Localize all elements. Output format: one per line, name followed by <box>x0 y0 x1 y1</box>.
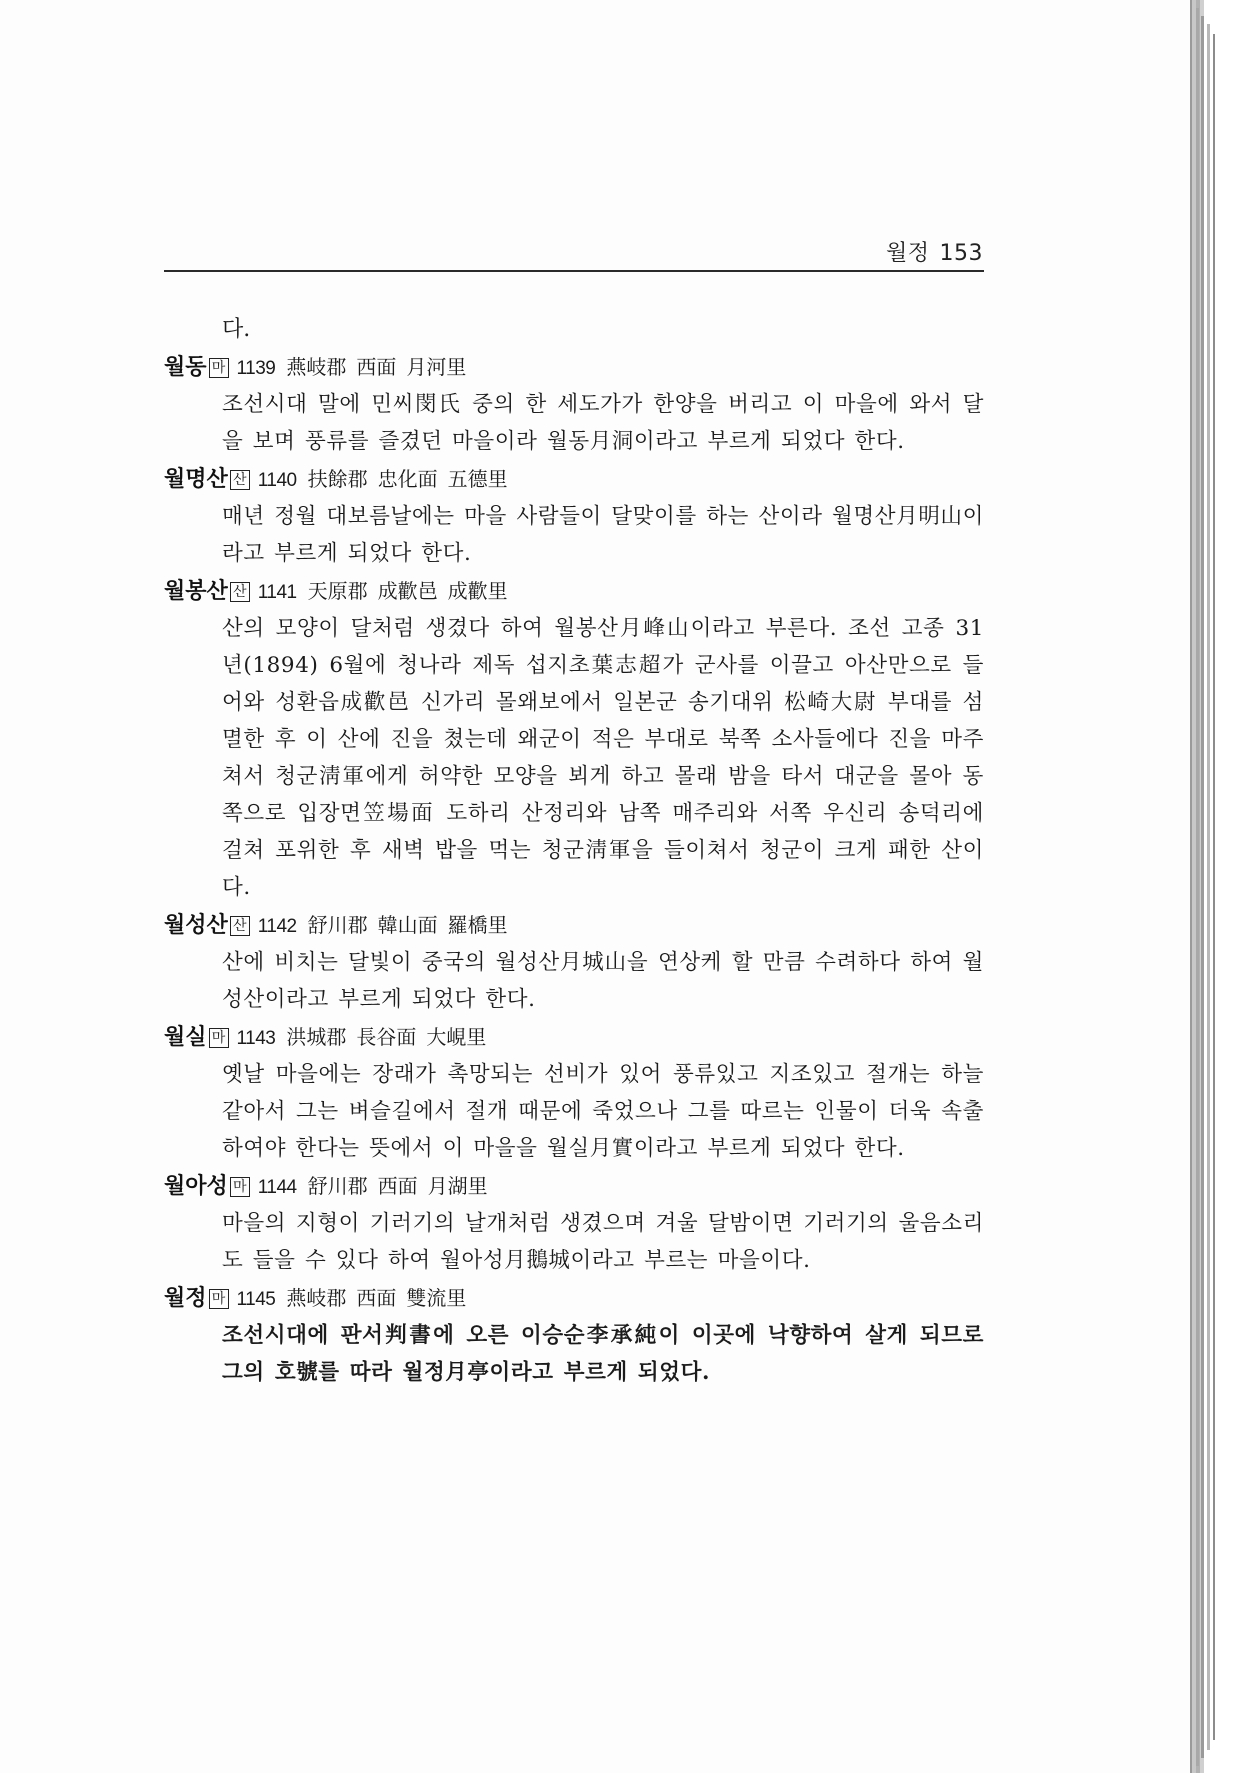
category-mark: 산 <box>230 916 250 936</box>
entry-location: 舒川郡 韓山面 羅橋里 <box>307 913 508 937</box>
running-title: 월정 <box>885 241 930 266</box>
entry-location: 燕岐郡 西面 雙流里 <box>286 1286 467 1310</box>
headword: 월봉산 <box>164 579 228 604</box>
entry-text: 조선시대에 판서判書에 오른 이승순李承純이 이곳에 낙향하여 살게 되므로 그의 호號를 따라 월정月亭이라고 부르게 되었다. <box>222 1323 984 1385</box>
header-rule <box>164 270 984 272</box>
dictionary-entry <box>164 1281 984 1391</box>
entry-head <box>164 1020 984 1056</box>
headword: 월아성 <box>164 1174 228 1199</box>
entry-text: 매년 정월 대보름날에는 마을 사람들이 달맞이를 하는 산이라 월명산月明山이라고 부르게 되었다 한다. <box>222 504 984 566</box>
headword: 월실 <box>164 1025 207 1050</box>
entry-number: 1139 <box>236 358 276 379</box>
dictionary-content <box>164 312 984 1391</box>
entry-location: 燕岐郡 西面 月河里 <box>286 355 467 379</box>
dictionary-entry <box>164 574 984 906</box>
entry-location: 扶餘郡 忠化面 五德里 <box>307 467 508 491</box>
entry-location: 洪城郡 長谷面 大峴里 <box>286 1025 487 1049</box>
entry-head <box>164 1281 984 1317</box>
entry-text: 마을의 지형이 기러기의 날개처럼 생겼으며 겨울 달밤이면 기러기의 울음소리도 들을 수 있다 하여 월아성月鵝城이라고 부르는 마을이다. <box>222 1211 984 1273</box>
category-mark: 마 <box>209 1289 229 1309</box>
entry-number: 1143 <box>236 1028 276 1049</box>
entry-text: 산의 모양이 달처럼 생겼다 하여 월봉산月峰山이라고 부른다. 조선 고종 31년(1894) 6월에 청나라 제독 섭지초葉志超가 군사를 이끌고 아산만으로 들어와 성환읍成歡邑 신가리 몰왜보에서 일본군 송기대위 松崎大尉 부대를 섬멸한 후 이 산에 진을 쳤는데 왜군이 적은 부대로 북쪽 소사들에다 진을 마주 쳐서 청군淸軍에게 허약한 모양을 뵈게 하고 몰래 밤을 타서 대군을 몰아 동쪽으로 입장면笠場面 도하리 산정리와 남쪽 매주리와 서쪽 우신리 송덕리에 걸쳐 포위한 후 새벽 밥을 먹는 청군淸軍을 들이쳐서 청군이 크게 패한 산이다. <box>222 616 984 900</box>
dictionary-entry <box>164 1020 984 1167</box>
entry-location: 天原郡 成歡邑 成歡里 <box>307 579 508 603</box>
entry-number: 1145 <box>236 1289 276 1310</box>
dictionary-entry <box>164 462 984 572</box>
page-number: 153 <box>939 241 983 266</box>
dictionary-entry <box>164 350 984 460</box>
page-edge <box>1213 34 1215 1740</box>
category-mark: 산 <box>230 582 250 602</box>
dictionary-entry <box>164 908 984 1018</box>
entry-head <box>164 1169 984 1205</box>
category-mark: 산 <box>230 470 250 490</box>
entry-head <box>164 462 984 498</box>
entry-head <box>164 908 984 944</box>
page-edge <box>1207 24 1210 1750</box>
category-mark: 마 <box>230 1177 250 1197</box>
entry-number: 1141 <box>257 582 297 603</box>
headword: 월성산 <box>164 913 228 938</box>
headword: 월명산 <box>164 467 228 492</box>
carryover-text: 다. <box>222 317 251 342</box>
entry-text: 조선시대 말에 민씨閔氏 중의 한 세도가가 한양을 버리고 이 마을에 와서 달을 보며 풍류를 즐겼던 마을이라 월동月洞이라고 부르게 되었다 한다. <box>222 392 984 454</box>
entry-text: 산에 비치는 달빛이 중국의 월성산月城山을 연상케 할 만큼 수려하다 하여 월성산이라고 부르게 되었다 한다. <box>222 950 984 1012</box>
category-mark: 마 <box>209 358 229 378</box>
dictionary-entry <box>164 1169 984 1279</box>
entry-text: 옛날 마을에는 장래가 촉망되는 선비가 있어 풍류있고 지조있고 절개는 하늘 같아서 그는 벼슬길에서 절개 때문에 죽었으나 그를 따르는 인물이 더욱 속출하여야 한다는 뜻에서 이 마을을 월실月實이라고 부르게 되었다 한다. <box>222 1062 984 1161</box>
running-header <box>886 236 983 267</box>
page-edge <box>1201 16 1204 1758</box>
entry-head <box>164 574 984 610</box>
entry-head <box>164 350 984 386</box>
entry-number: 1142 <box>257 916 297 937</box>
entry-number: 1140 <box>257 470 297 491</box>
page-edge <box>1196 8 1199 1766</box>
headword: 월동 <box>164 355 207 380</box>
entry-location: 舒川郡 西面 月湖里 <box>307 1174 488 1198</box>
headword: 월정 <box>164 1286 207 1311</box>
entry-number: 1144 <box>257 1177 297 1198</box>
category-mark: 마 <box>209 1028 229 1048</box>
